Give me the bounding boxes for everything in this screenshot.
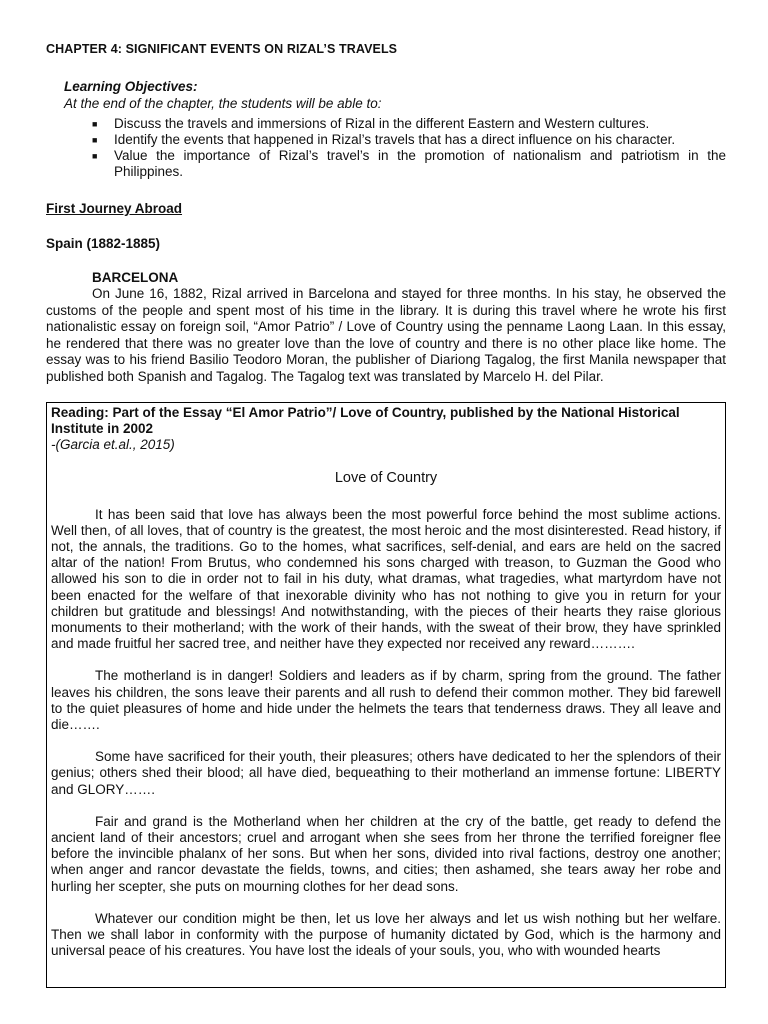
- essay-paragraph: Fair and grand is the Motherland when her children at the cry of the battle, get ready to defend the ancient land of their ancestors; cruel and arrogant when she sees from her throne the terrified foreigner flee before the invincible phalanx of her sons. But when her sons, divided into rival factions, destroy one another; when anger and rancor devastate the fields, towns, and cities; then ashamed, she tears away her robe and hurling her scepter, she puts on mourning clothes for her dead sons.: [51, 813, 721, 894]
- essay-paragraph: It has been said that love has always been the most powerful force behind the most sublime actions. Well then, of all loves, that of country is the greatest, the most heroic and the most disinterested. Read history, if not, the annals, the traditions. Go to the homes, what sacrifices, self-denial, and ears are held on the sacred altar of the nation! From Brutus, who condemned his sons charged with treason, to Guzman the Good who allowed his son to die in order not to fail in his duty, what dramas, what tragedies, what martyrdom have not been enacted for the welfare of that inexorable divinity who has not nothing to give you in return for your children but gratitude and blessings! And notwithstanding, with the pieces of their hearts they raise glorious monuments to their motherland; with the work of their hands, with the sweat of their brow, they have sprinkled and made fruitful her sacred tree, and neither have they expected nor received any reward……….: [51, 506, 721, 652]
- reading-citation: -(Garcia et.al., 2015): [51, 436, 175, 452]
- document-page: [46, 42, 726, 988]
- essay-paragraph: The motherland is in danger! Soldiers and leaders as if by charm, spring from the ground. The father leaves his children, the sons leave their parents and all rush to defend their common mother. They bid farewell to the quiet pleasures of home and hide under the helmets the tears that tenderness draws. They all leave and die…….: [51, 668, 721, 732]
- essay-paragraph: Whatever our condition might be then, let us love her always and let us wish nothing but her welfare. Then we shall labor in conformity with the purpose of humanity dictated by God, which is the harmony and universal peace of his creatures. You have lost the ideals of your souls, you, who with wounded hearts: [51, 910, 721, 959]
- objective-text: Discuss the travels and immersions of Rizal in the different Eastern and Western cultures.: [114, 116, 650, 131]
- reading-heading: Reading: Part of the Essay “El Amor Patrio”/ Love of Country, published by the National Historical Institute in 2002: [51, 404, 680, 436]
- section-title: First Journey Abroad: [46, 201, 183, 216]
- essay-paragraph: Some have sacrificed for their youth, their pleasures; others have dedicated to her the splendors of their genius; others shed their blood; all have died, bequeathing to their motherland an immense fortune: LIBERTY and GLORY…….: [51, 749, 721, 797]
- list-item: [92, 132, 726, 148]
- barcelona-paragraph: On June 16, 1882, Rizal arrived in Barcelona and stayed for three months. In his stay, he observed the customs of the people and spent most of his time in the library. It is during this travel where he wrote his first nationalistic essay on foreign soil, “Amor Patrio” / Love of Country using the penname Laong Laan. In this essay, he rendered that there was no greater love than the love of country and there is no other place like home. The essay was to his friend Basilio Teodoro Moran, the publisher of Diariong Tagalog, the first Manila newspaper that published both Spanish and Tagalog. The Tagalog text was translated by Marcelo H. del Pilar.: [46, 286, 726, 384]
- bullet-square-icon: ■: [92, 119, 98, 129]
- list-item: [92, 148, 726, 180]
- bullet-square-icon: ■: [92, 151, 98, 161]
- objectives-list: [64, 116, 726, 180]
- section-subtitle: Spain (1882-1885): [46, 236, 161, 251]
- list-item: [92, 116, 726, 132]
- essay-title: Love of Country: [334, 469, 438, 486]
- objectives-title: Learning Objectives:: [64, 79, 198, 94]
- objectives-intro: At the end of the chapter, the students will be able to:: [64, 96, 382, 111]
- city-heading: BARCELONA: [92, 270, 179, 285]
- objective-text: Identify the events that happened in Rizal’s travels that has a direct influence on his character.: [114, 132, 676, 147]
- learning-objectives: [64, 78, 726, 180]
- objective-text: Value the importance of Rizal’s travel’s in the promotion of nationalism and patriotism in the Philippines.: [114, 148, 726, 179]
- chapter-title: CHAPTER 4: SIGNIFICANT EVENTS ON RIZAL’S TRAVELS: [46, 42, 398, 56]
- bullet-square-icon: ■: [92, 135, 98, 145]
- reading-box: [46, 402, 726, 988]
